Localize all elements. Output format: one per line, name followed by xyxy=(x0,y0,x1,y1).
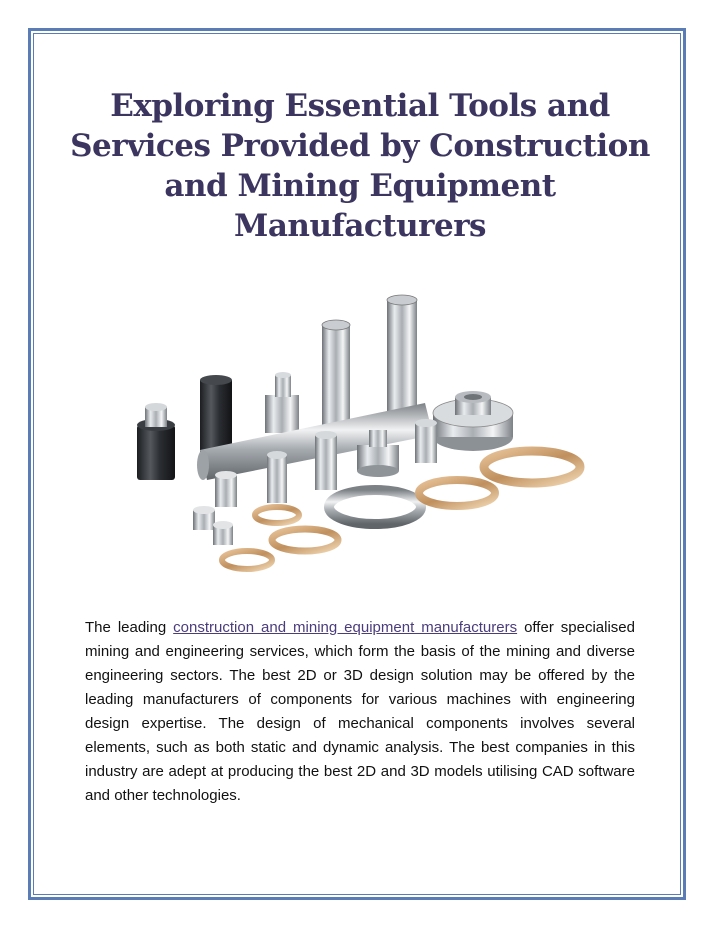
black-bushing-tall xyxy=(200,375,232,455)
title-line-1: Exploring Essential Tools and xyxy=(110,88,610,124)
tall-pin-2 xyxy=(387,295,417,420)
flanged-hub xyxy=(433,391,513,451)
pin-right xyxy=(415,419,437,463)
small-bushing-2 xyxy=(193,506,215,530)
pin-mid-2 xyxy=(267,451,287,503)
black-bushing-left xyxy=(137,403,175,480)
intro-paragraph xyxy=(85,616,635,808)
bronze-washer-small-3 xyxy=(222,551,272,569)
pin-mid-1 xyxy=(315,431,337,490)
bronze-washer-small-2 xyxy=(272,529,338,551)
intro-text-rest: offer specialised mining and engineering services, which form the basis of the mining and diverse engineering sectors. The best 2D or 3D design solution may be offered by the leading manufacturers of components for various machines with engineering design expertise. The design of mechanical components involves several elements, such as both static and dynamic analysis. The best companies in this industry are adept at producing the best 2D and 3D models utilising CAD software and other technologies. xyxy=(85,619,635,804)
bronze-washer-small-1 xyxy=(255,507,299,523)
stepped-pin xyxy=(265,372,299,433)
equipment-parts-photo xyxy=(125,285,595,590)
title-line-2: Services Provided by Construction xyxy=(70,128,650,164)
small-bushing-3 xyxy=(213,521,233,545)
manufacturers-link[interactable]: construction and mining equipment manufacturers xyxy=(173,619,518,636)
steel-ring xyxy=(329,490,421,524)
tall-pin-1 xyxy=(322,320,350,435)
bronze-washer-mid xyxy=(419,480,495,506)
small-bushing-1 xyxy=(215,471,237,507)
title-line-4: Manufacturers xyxy=(234,208,486,244)
bronze-washer-large xyxy=(484,451,580,483)
title-line-3: and Mining Equipment xyxy=(164,168,556,204)
page-title xyxy=(60,86,660,246)
intro-text-start: The leading xyxy=(85,619,174,636)
